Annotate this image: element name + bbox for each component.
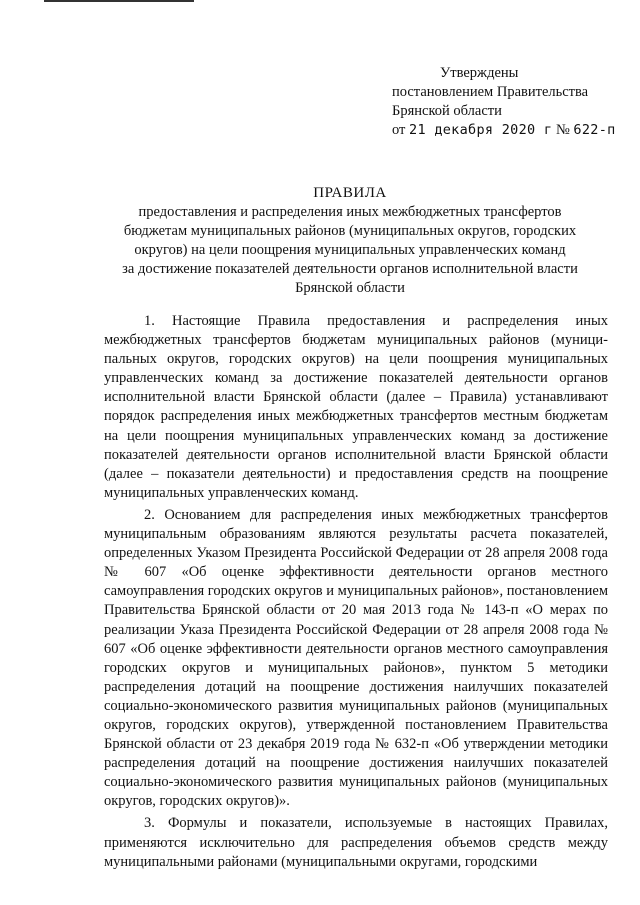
document-subtitle-line: бюджетам муниципальных районов (муниципальных округов, городских	[123, 223, 577, 239]
paragraph-1: 1. Настоящие Правила предоставления и распределения иных межбюджетных трансфертов бюджетам муниципальных районов (муниципальных округов, городских округов) на цели поощрения муниципальных управленческих команд за достижение показателей деятельности органов исполнительной власти Брянской области (далее – Правила) устанавливают порядок распределения иных межбюджетных трансфертов местным бюджетам на цели поощрения муниципальных управленческих команд за достижение показателей деятельности органов исполнительной власти Брянской области (далее – показатели деятельности) и предоставления средств на поощрение муниципальных управленческих команд.	[104, 313, 608, 501]
document-title-block	[100, 184, 600, 298]
approval-date-value: 21 декабря 2020 г	[409, 122, 553, 138]
approval-line-resolution: постановлением Правительства	[392, 84, 589, 100]
top-edge-rule	[44, 0, 194, 2]
document-subtitle-line: округов) на цели поощрения муниципальных управленческих команд	[134, 242, 566, 258]
approval-line-date	[392, 121, 632, 140]
approval-date-prefix: от	[392, 122, 406, 138]
document-subtitle-line: предоставления и распределения иных межбюджетных трансфертов	[138, 204, 562, 220]
approval-line-approved: Утверждены	[440, 65, 519, 81]
approval-line-region: Брянской области	[392, 103, 502, 119]
approval-stamp	[392, 64, 632, 140]
approval-number-value: 622-п	[573, 122, 616, 138]
approval-number-sign: №	[555, 122, 570, 138]
paragraph-3: 3. Формулы и показатели, используемые в настоящих Правилах, применяются исключительно для распределения объемов средств между муниципальными районами (муниципальными округами, городскими	[104, 815, 608, 870]
document-body	[104, 312, 608, 875]
paragraph-2: 2. Основанием для распределения иных межбюджетных трансфертов муниципальным образованиям являются результаты расчета показателей, определенных Указом Президента Российской Федерации от 28 апреля 2008 года № 607 «Об оценке эффективности деятельности органов местного самоуправления городских округов и муниципальных районов», постановлением Правительства Брянской области от 20 мая 2013 года № 143-п «О мерах по реализации Указа Президента Российской Федерации от 28 апреля 2008 года № 607 «Об оценке эффективности деятельности органов местного самоуправления городских округов и муниципальных районов», пунктом 5 методики распределения дотаций на поощрение достижения наилучших показателей социально-экономического развития муниципальных районов (муниципальных округов, городских округов), утвержденной постановлением Правительства Брянской области от 23 декабря 2019 года № 632-п «Об утверждении методики распределения дотаций на поощрение достижения наилучших показателей социально-экономического развития муниципальных районов (муниципальных округов, городских округов)».	[104, 506, 608, 810]
document-subtitle-line: Брянской области	[295, 280, 405, 296]
document-subtitle-line: за достижение показателей деятельности органов исполнительной власти	[122, 261, 578, 277]
document-title: ПРАВИЛА	[313, 185, 387, 201]
